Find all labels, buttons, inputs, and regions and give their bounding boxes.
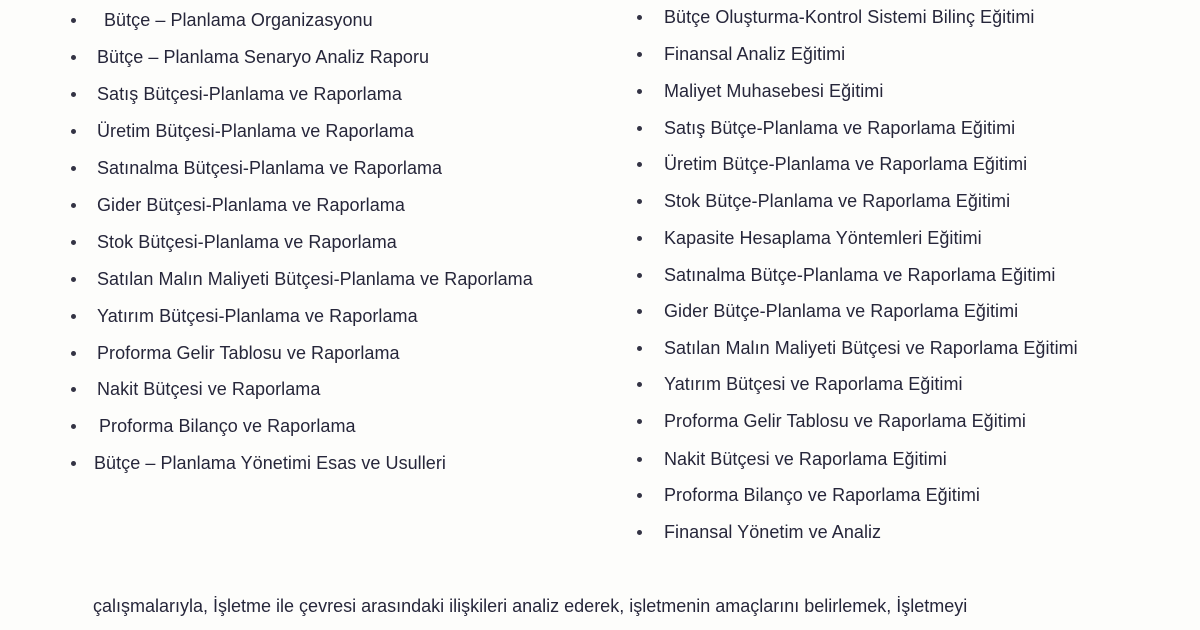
bullet-icon — [637, 273, 642, 278]
list-item-text: Proforma Gelir Tablosu ve Raporlama Eğitimi — [664, 411, 1026, 431]
bullet-icon — [71, 203, 76, 208]
bullet-icon — [637, 236, 642, 241]
list-item-text: Satış Bütçe-Planlama ve Raporlama Eğitimi — [664, 118, 1016, 138]
bullet-icon — [637, 199, 642, 204]
bullet-icon — [71, 240, 76, 245]
list-item-text: Satılan Malın Maliyeti Bütçesi-Planlama ve Raporlama — [97, 269, 533, 289]
list-item-text: Finansal Analiz Eğitimi — [664, 44, 846, 64]
bullet-icon — [637, 309, 642, 314]
bullet-icon — [71, 55, 76, 60]
list-item-text: Üretim Bütçe-Planlama ve Raporlama Eğitimi — [664, 154, 1028, 174]
bullet-icon — [71, 277, 76, 282]
bullet-icon — [637, 493, 642, 498]
bullet-icon — [71, 351, 76, 356]
list-item-text: Üretim Bütçesi-Planlama ve Raporlama — [97, 121, 414, 141]
bullet-icon — [71, 166, 76, 171]
bullet-icon — [637, 52, 642, 57]
bullet-icon — [637, 382, 642, 387]
list-item-text: Yatırım Bütçesi ve Raporlama Eğitimi — [664, 374, 963, 394]
list-item-text: Satınalma Bütçe-Planlama ve Raporlama Eğitimi — [664, 265, 1056, 285]
bullet-icon — [71, 314, 76, 319]
bullet-icon — [637, 530, 642, 535]
bullet-icon — [637, 89, 642, 94]
list-item-text: Proforma Bilanço ve Raporlama — [99, 416, 356, 436]
bullet-icon — [71, 461, 76, 466]
list-item-text: Kapasite Hesaplama Yöntemleri Eğitimi — [664, 228, 982, 248]
list-item-text: Nakit Bütçesi ve Raporlama — [97, 379, 321, 399]
list-item-text: Gider Bütçe-Planlama ve Raporlama Eğitimi — [664, 301, 1019, 321]
list-item-text: Bütçe – Planlama Yönetimi Esas ve Usulleri — [94, 453, 446, 473]
bullet-icon — [71, 18, 76, 23]
list-item-text: Bütçe – Planlama Organizasyonu — [104, 10, 373, 30]
list-item-text: Satılan Malın Maliyeti Bütçesi ve Raporlama Eğitimi — [664, 338, 1078, 358]
list-item-text: Nakit Bütçesi ve Raporlama Eğitimi — [664, 449, 947, 469]
list-item-text: Gider Bütçesi-Planlama ve Raporlama — [97, 195, 405, 215]
list-item-text: Stok Bütçe-Planlama ve Raporlama Eğitimi — [664, 191, 1011, 211]
bullet-icon — [71, 92, 76, 97]
list-item-text: Stok Bütçesi-Planlama ve Raporlama — [97, 232, 397, 252]
bullet-icon — [71, 129, 76, 134]
list-item-text: Proforma Bilanço ve Raporlama Eğitimi — [664, 485, 980, 505]
bullet-icon — [637, 346, 642, 351]
bullet-icon — [637, 457, 642, 462]
list-item-text: Yatırım Bütçesi-Planlama ve Raporlama — [97, 306, 418, 326]
list-item-text: Satınalma Bütçesi-Planlama ve Raporlama — [97, 158, 443, 178]
list-item-text: Proforma Gelir Tablosu ve Raporlama — [97, 343, 400, 363]
bullet-icon — [71, 387, 76, 392]
body-paragraph: çalışmalarıyla, İşletme ile çevresi arasındaki ilişkileri analiz ederek, işletmenin amaçlarını belirlemek, İşletmeyi — [93, 596, 968, 616]
bullet-icon — [637, 15, 642, 20]
list-item-text: Satış Bütçesi-Planlama ve Raporlama — [97, 84, 402, 104]
bullet-icon — [637, 162, 642, 167]
bullet-icon — [637, 126, 642, 131]
bullet-icon — [71, 424, 76, 429]
list-item-text: Maliyet Muhasebesi Eğitimi — [664, 81, 884, 101]
bullet-icon — [637, 419, 642, 424]
list-item-text: Bütçe Oluşturma-Kontrol Sistemi Bilinç Eğitimi — [664, 7, 1035, 27]
list-item-text: Finansal Yönetim ve Analiz — [664, 522, 882, 542]
list-item-text: Bütçe – Planlama Senaryo Analiz Raporu — [97, 47, 430, 67]
